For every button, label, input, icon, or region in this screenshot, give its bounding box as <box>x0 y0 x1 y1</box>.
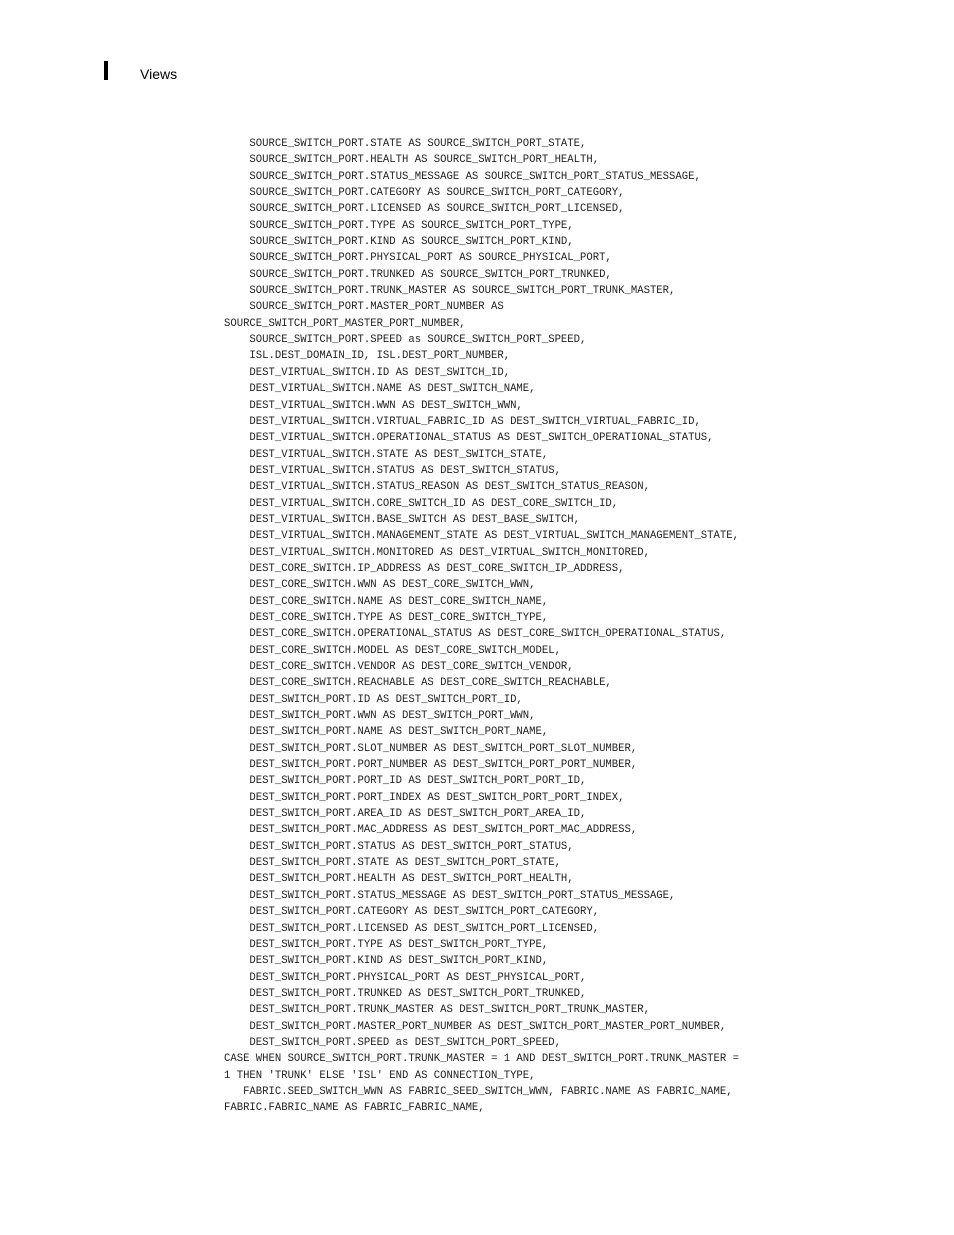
code-line: DEST_SWITCH_PORT.PORT_INDEX AS DEST_SWITCH_PORT_PORT_INDEX, <box>224 791 625 804</box>
code-line: DEST_CORE_SWITCH.REACHABLE AS DEST_CORE_SWITCH_REACHABLE, <box>224 677 612 690</box>
code-line: DEST_SWITCH_PORT.NAME AS DEST_SWITCH_PORT_NAME, <box>224 726 549 739</box>
code-line: SOURCE_SWITCH_PORT.TRUNKED AS SOURCE_SWITCH_PORT_TRUNKED, <box>224 268 612 281</box>
code-line: DEST_VIRTUAL_SWITCH.OPERATIONAL_STATUS AS DEST_SWITCH_OPERATIONAL_STATUS, <box>224 432 714 445</box>
code-line: SOURCE_SWITCH_PORT.PHYSICAL_PORT AS SOURCE_PHYSICAL_PORT, <box>224 252 612 265</box>
code-line: DEST_CORE_SWITCH.OPERATIONAL_STATUS AS DEST_CORE_SWITCH_OPERATIONAL_STATUS, <box>224 628 727 641</box>
code-line: SOURCE_SWITCH_PORT.STATUS_MESSAGE AS SOURCE_SWITCH_PORT_STATUS_MESSAGE, <box>224 170 701 183</box>
code-line: DEST_SWITCH_PORT.STATUS_MESSAGE AS DEST_SWITCH_PORT_STATUS_MESSAGE, <box>224 889 676 902</box>
code-line: DEST_SWITCH_PORT.ID AS DEST_SWITCH_PORT_ID, <box>224 693 523 706</box>
code-line: SOURCE_SWITCH_PORT.CATEGORY AS SOURCE_SWITCH_PORT_CATEGORY, <box>224 187 625 200</box>
code-line: DEST_SWITCH_PORT.TRUNKED AS DEST_SWITCH_PORT_TRUNKED, <box>224 987 587 1000</box>
code-line: DEST_CORE_SWITCH.WWN AS DEST_CORE_SWITCH_WWN, <box>224 579 536 592</box>
code-line: SOURCE_SWITCH_PORT.KIND AS SOURCE_SWITCH_PORT_KIND, <box>224 236 574 249</box>
code-line: DEST_VIRTUAL_SWITCH.STATUS AS DEST_SWITCH_STATUS, <box>224 464 561 477</box>
code-line: SOURCE_SWITCH_PORT.STATE AS SOURCE_SWITCH_PORT_STATE, <box>224 138 587 150</box>
code-line: DEST_CORE_SWITCH.MODEL AS DEST_CORE_SWITCH_MODEL, <box>224 644 561 657</box>
code-line: DEST_SWITCH_PORT.WWN AS DEST_SWITCH_PORT_WWN, <box>224 710 536 723</box>
code-line: SOURCE_SWITCH_PORT.TRUNK_MASTER AS SOURCE_SWITCH_PORT_TRUNK_MASTER, <box>224 285 676 298</box>
code-line: DEST_SWITCH_PORT.PHYSICAL_PORT AS DEST_PHYSICAL_PORT, <box>224 971 587 984</box>
code-line: DEST_SWITCH_PORT.MAC_ADDRESS AS DEST_SWITCH_PORT_MAC_ADDRESS, <box>224 824 638 837</box>
code-line: DEST_VIRTUAL_SWITCH.WWN AS DEST_SWITCH_WWN, <box>224 399 523 412</box>
code-line: DEST_SWITCH_PORT.CATEGORY AS DEST_SWITCH_PORT_CATEGORY, <box>224 906 600 919</box>
header-marker-bar <box>104 61 108 80</box>
code-line: DEST_VIRTUAL_SWITCH.MANAGEMENT_STATE AS DEST_VIRTUAL_SWITCH_MANAGEMENT_STATE, <box>224 530 739 543</box>
code-line: DEST_SWITCH_PORT.KIND AS DEST_SWITCH_PORT_KIND, <box>224 955 549 968</box>
code-line: DEST_SWITCH_PORT.PORT_ID AS DEST_SWITCH_PORT_PORT_ID, <box>224 775 587 788</box>
code-line: CASE WHEN SOURCE_SWITCH_PORT.TRUNK_MASTER = 1 AND DEST_SWITCH_PORT.TRUNK_MASTER = <box>224 1053 739 1066</box>
code-line: DEST_VIRTUAL_SWITCH.ID AS DEST_SWITCH_ID, <box>224 366 511 379</box>
code-line: DEST_CORE_SWITCH.IP_ADDRESS AS DEST_CORE_SWITCH_IP_ADDRESS, <box>224 562 625 575</box>
code-line: DEST_VIRTUAL_SWITCH.BASE_SWITCH AS DEST_BASE_SWITCH, <box>224 513 581 526</box>
code-line: SOURCE_SWITCH_PORT_MASTER_PORT_NUMBER, <box>224 317 466 330</box>
code-line: FABRIC.FABRIC_NAME AS FABRIC_FABRIC_NAME, <box>224 1102 485 1115</box>
code-line: DEST_VIRTUAL_SWITCH.VIRTUAL_FABRIC_ID AS DEST_SWITCH_VIRTUAL_FABRIC_ID, <box>224 415 701 428</box>
code-line: DEST_CORE_SWITCH.NAME AS DEST_CORE_SWITCH_NAME, <box>224 595 549 608</box>
code-line: DEST_VIRTUAL_SWITCH.STATUS_REASON AS DEST_SWITCH_STATUS_REASON, <box>224 481 650 494</box>
code-line: DEST_SWITCH_PORT.MASTER_PORT_NUMBER AS DEST_SWITCH_PORT_MASTER_PORT_NUMBER, <box>224 1020 727 1033</box>
code-line: DEST_SWITCH_PORT.STATE AS DEST_SWITCH_PORT_STATE, <box>224 857 561 870</box>
code-line: DEST_VIRTUAL_SWITCH.STATE AS DEST_SWITCH_STATE, <box>224 448 549 461</box>
code-line: DEST_SWITCH_PORT.PORT_NUMBER AS DEST_SWITCH_PORT_PORT_NUMBER, <box>224 759 638 772</box>
page-header-title: Views <box>140 66 178 82</box>
code-line: SOURCE_SWITCH_PORT.TYPE AS SOURCE_SWITCH_PORT_TYPE, <box>224 219 574 232</box>
code-line: SOURCE_SWITCH_PORT.MASTER_PORT_NUMBER AS <box>224 301 504 314</box>
code-line: SOURCE_SWITCH_PORT.HEALTH AS SOURCE_SWITCH_PORT_HEALTH, <box>224 154 600 167</box>
code-line: DEST_SWITCH_PORT.LICENSED AS DEST_SWITCH_PORT_LICENSED, <box>224 922 600 935</box>
code-line: ISL.DEST_DOMAIN_ID, ISL.DEST_PORT_NUMBER, <box>224 350 511 363</box>
code-line: DEST_SWITCH_PORT.SPEED as DEST_SWITCH_PORT_SPEED, <box>224 1036 561 1049</box>
code-line: DEST_SWITCH_PORT.HEALTH AS DEST_SWITCH_PORT_HEALTH, <box>224 873 574 886</box>
code-line: DEST_CORE_SWITCH.TYPE AS DEST_CORE_SWITCH_TYPE, <box>224 611 549 624</box>
code-line: FABRIC.SEED_SWITCH_WWN AS FABRIC_SEED_SWITCH_WWN, FABRIC.NAME AS FABRIC_NAME, <box>224 1085 733 1098</box>
code-line: DEST_VIRTUAL_SWITCH.CORE_SWITCH_ID AS DEST_CORE_SWITCH_ID, <box>224 497 619 510</box>
code-line: SOURCE_SWITCH_PORT.SPEED as SOURCE_SWITCH_PORT_SPEED, <box>224 334 587 347</box>
code-line: DEST_VIRTUAL_SWITCH.NAME AS DEST_SWITCH_NAME, <box>224 383 536 396</box>
code-line: DEST_CORE_SWITCH.VENDOR AS DEST_CORE_SWITCH_VENDOR, <box>224 661 574 673</box>
code-line: 1 THEN 'TRUNK' ELSE 'ISL' END AS CONNECTION_TYPE, <box>224 1069 536 1082</box>
code-line: DEST_VIRTUAL_SWITCH.MONITORED AS DEST_VIRTUAL_SWITCH_MONITORED, <box>224 546 650 559</box>
sql-code-block <box>224 136 884 1117</box>
code-line: SOURCE_SWITCH_PORT.LICENSED AS SOURCE_SWITCH_PORT_LICENSED, <box>224 203 625 216</box>
code-line: DEST_SWITCH_PORT.TYPE AS DEST_SWITCH_PORT_TYPE, <box>224 938 549 951</box>
code-line: DEST_SWITCH_PORT.TRUNK_MASTER AS DEST_SWITCH_PORT_TRUNK_MASTER, <box>224 1004 650 1017</box>
code-line: DEST_SWITCH_PORT.AREA_ID AS DEST_SWITCH_PORT_AREA_ID, <box>224 808 587 821</box>
code-line: DEST_SWITCH_PORT.STATUS AS DEST_SWITCH_PORT_STATUS, <box>224 840 574 853</box>
code-line: DEST_SWITCH_PORT.SLOT_NUMBER AS DEST_SWITCH_PORT_SLOT_NUMBER, <box>224 742 638 755</box>
